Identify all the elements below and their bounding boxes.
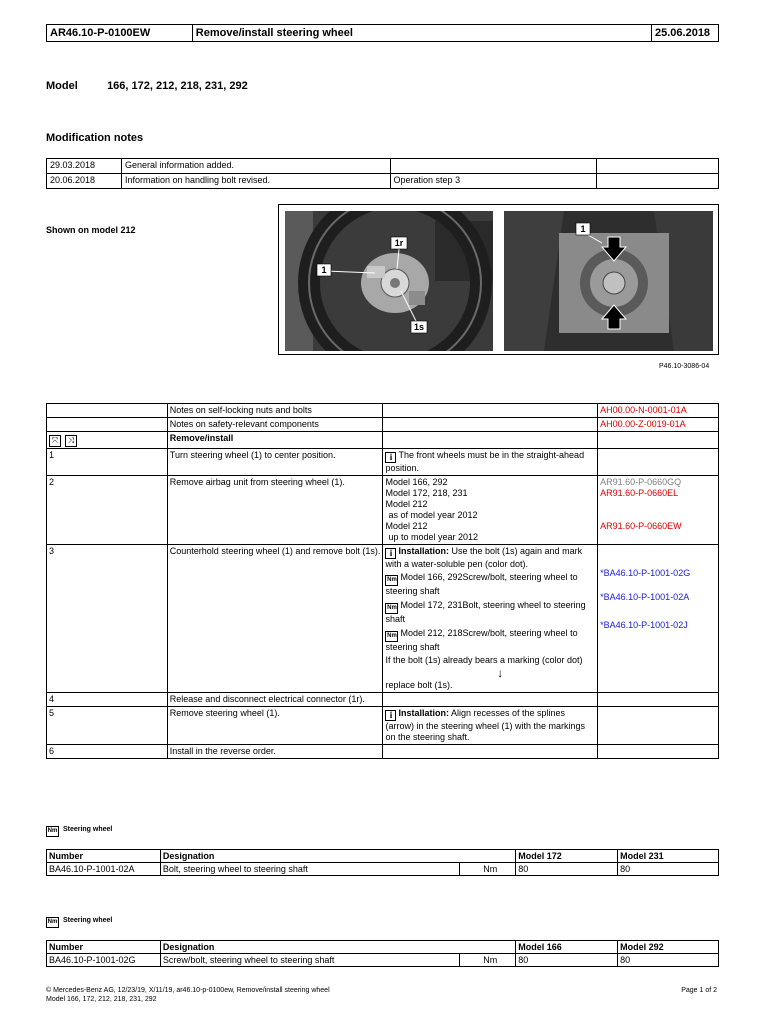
model-variant: Model 172, 218, 231	[385, 488, 468, 498]
model-variant-detail: up to model year 2012	[388, 532, 479, 542]
mod-ref	[390, 159, 597, 174]
model-variant: Model 166, 292	[385, 477, 448, 487]
model-line	[46, 80, 248, 92]
install-icon: ⤨	[65, 435, 77, 447]
step-number: 1	[47, 449, 168, 476]
model-label: Model	[46, 80, 78, 92]
model-value: 166, 172, 212, 218, 231, 292	[107, 80, 248, 92]
table-row	[47, 159, 719, 174]
doc-date: 25.06.2018	[652, 25, 719, 42]
torque-table	[46, 940, 719, 967]
torque-table	[46, 849, 719, 876]
arrow-down-icon: ↓	[497, 666, 504, 680]
figure-id: P46.10-3086-04	[659, 363, 710, 370]
footer-models: Model 166, 172, 212, 218, 231, 292	[46, 996, 157, 1003]
label-1: 1	[580, 224, 586, 234]
spec-number: BA46.10-P-1001-02A	[47, 863, 161, 876]
ref-link[interactable]: AR91.60-P-0660EL	[600, 488, 679, 498]
modification-notes-title: Modification notes	[46, 132, 144, 144]
spec-number: BA46.10-P-1001-02G	[47, 954, 161, 967]
table-row	[47, 693, 719, 707]
mod-extra	[597, 159, 719, 174]
torque-icon: Nm	[46, 917, 59, 928]
step-text: Install in the reverse order.	[167, 745, 383, 759]
table-row	[47, 404, 719, 418]
table-row	[47, 545, 719, 693]
spec-value: 80	[516, 863, 618, 876]
note-text: Notes on self-locking nuts and bolts	[167, 404, 383, 418]
spec-unit: Nm	[460, 863, 516, 876]
installation-label: Installation:	[398, 546, 449, 556]
table-row	[47, 707, 719, 745]
table-row	[47, 432, 719, 449]
modification-notes-table	[46, 158, 719, 189]
spec-value: 80	[618, 954, 719, 967]
step-info: The front wheels must be in the straight-ahead position.	[385, 450, 585, 473]
table-row	[47, 745, 719, 759]
step-number: 4	[47, 693, 168, 707]
torque-table-title: Nm Steering wheel	[46, 917, 112, 928]
page-number: Page 1 of 2	[681, 987, 717, 994]
steering-wheel-photo	[285, 211, 493, 351]
torque-icon: Nm	[385, 631, 398, 642]
ref-link[interactable]: AR91.60-P-0660EW	[600, 521, 682, 531]
spec-unit: Nm	[460, 954, 516, 967]
label-1: 1	[321, 265, 327, 275]
info-icon: i	[385, 710, 396, 721]
model-variant: Model 212	[385, 521, 428, 531]
steering-shaft-photo	[504, 211, 713, 351]
torque-text: Model 212, 218Screw/bolt, steering wheel to steering shaft	[385, 628, 578, 652]
model-variant-detail: as of model year 2012	[388, 510, 478, 520]
ref-link[interactable]: *BA46.10-P-1001-02A	[600, 592, 690, 602]
torque-text: Model 172, 231Bolt, steering wheel to steering shaft	[385, 600, 586, 624]
step-text: Counterhold steering wheel (1) and remove bolt (1s).	[167, 545, 383, 693]
torque-icon: Nm	[385, 575, 398, 586]
table-row	[47, 476, 719, 545]
step-number: 6	[47, 745, 168, 759]
ref-link[interactable]: *BA46.10-P-1001-02G	[600, 568, 691, 578]
installation-text: Align recesses of the splines (arrow) in the steering wheel (1) with the markings on the steering shaft.	[385, 708, 586, 742]
mod-extra	[597, 174, 719, 189]
step-text: Remove airbag unit from steering wheel (1).	[167, 476, 383, 545]
note-ref-link[interactable]: AH00.00-N-0001-01A	[598, 404, 719, 418]
figure-caption: Shown on model 212	[46, 225, 136, 235]
spec-designation: Screw/bolt, steering wheel to steering shaft	[160, 954, 459, 967]
doc-id: AR46.10-P-0100EW	[47, 25, 193, 42]
table-row	[47, 174, 719, 189]
step-number: 2	[47, 476, 168, 545]
document-header	[46, 24, 719, 42]
mod-note: General information added.	[121, 159, 390, 174]
label-1s: 1s	[413, 322, 425, 332]
table-row	[47, 418, 719, 432]
footer-copyright: © Mercedes-Benz AG, 12/23/19, X/11/19, ar46.10-p-0100ew, Remove/install steering wheel	[46, 987, 330, 994]
remove-icon: ⤧	[49, 435, 61, 447]
ref-link[interactable]: AR91.60-P-0660GQ	[600, 477, 682, 487]
info-icon: i	[385, 452, 396, 463]
torque-text: Model 166, 292Screw/bolt, steering wheel to steering shaft	[385, 572, 578, 596]
step-number: 5	[47, 707, 168, 745]
label-1r: 1r	[394, 238, 404, 248]
figure-frame	[278, 204, 719, 355]
doc-title: Remove/install steering wheel	[192, 25, 651, 42]
info-icon: i	[385, 548, 396, 559]
table-header-row: Number Designation Model 172 Model 231	[47, 850, 719, 863]
torque-table-title: Nm Steering wheel	[46, 826, 112, 837]
step-text: Turn steering wheel (1) to center position.	[167, 449, 383, 476]
torque-icon: Nm	[385, 603, 398, 614]
mod-note: Information on handling bolt revised.	[121, 174, 390, 189]
ref-link[interactable]: *BA46.10-P-1001-02J	[600, 620, 688, 630]
step-text: Remove steering wheel (1).	[167, 707, 383, 745]
installation-label: Installation:	[398, 708, 449, 718]
spec-value: 80	[516, 954, 618, 967]
installation-text: Use the bolt (1s) again and mark with a water-soluble pen (color dot).	[385, 546, 583, 569]
model-variant: Model 212	[385, 499, 428, 509]
note-ref-link[interactable]: AH00.00-Z-0019-01A	[598, 418, 719, 432]
mod-date: 20.06.2018	[47, 174, 122, 189]
table-row	[47, 449, 719, 476]
section-title: Remove/install	[167, 432, 383, 449]
note-text: Notes on safety-relevant components	[167, 418, 383, 432]
condition-text: If the bolt (1s) already bears a marking (color dot)	[385, 655, 583, 665]
mod-ref: Operation step 3	[390, 174, 597, 189]
mod-date: 29.03.2018	[47, 159, 122, 174]
procedure-table	[46, 403, 719, 759]
step-text: Release and disconnect electrical connector (1r).	[167, 693, 383, 707]
spec-designation: Bolt, steering wheel to steering shaft	[160, 863, 459, 876]
table-row	[47, 954, 719, 967]
torque-icon: Nm	[46, 826, 59, 837]
table-row	[47, 863, 719, 876]
spec-value: 80	[618, 863, 719, 876]
page-footer	[46, 986, 719, 1004]
step-number: 3	[47, 545, 168, 693]
action-text: replace bolt (1s).	[385, 680, 453, 690]
table-header-row: Number Designation Model 166 Model 292	[47, 941, 719, 954]
